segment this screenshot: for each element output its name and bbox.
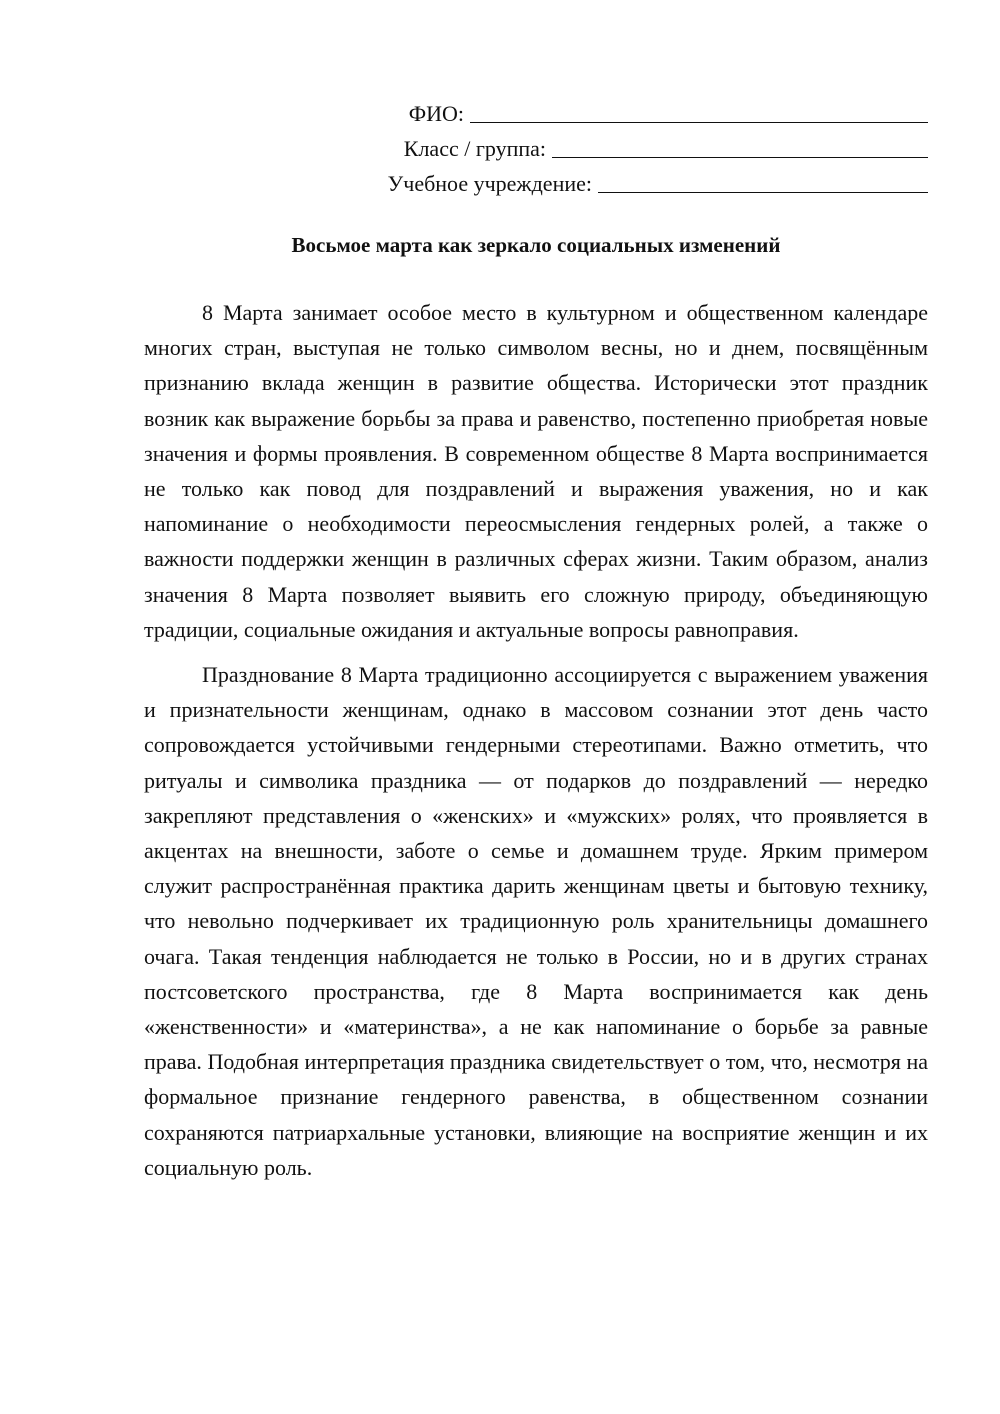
paragraph: 8 Марта занимает особое место в культурном и общественном календаре многих стран, выступая не только символом весны, но и днем, посвящённым признанию вклада женщин в развитие общества. Исторически этот праздник возник как выражение борьбы за права и равенство, постепенно приобретая новые значения и формы проявления. В современном обществе 8 Марта воспринимается не только как повод для поздравлений и выражения уважения, но и как напоминание о необходимости переосмысления гендерных ролей, а также о важности поддержки женщин в различных сферах жизни. Таким образом, анализ значения 8 Марта позволяет выявить его сложную природу, объединяющую традиции, социальные ожидания и актуальные вопросы равноправия. [144, 300, 928, 642]
school-label: Учебное учреждение: [387, 171, 592, 196]
school-field-row [308, 162, 928, 197]
school-blank-line [598, 168, 928, 193]
document-title: Восьмое марта как зеркало социальных изменений [291, 233, 781, 257]
class-blank-line [552, 133, 928, 158]
student-info-fields [308, 92, 928, 197]
class-field-row [308, 127, 928, 162]
paragraph: Празднование 8 Марта традиционно ассоциируется с выражением уважения и признательности женщинам, однако в массовом сознании этот день часто сопровождается устойчивыми гендерными стереотипами. Важно отметить, что ритуалы и символика праздника — от подарков до поздравлений — нередко закрепляют представления о «женских» и «мужских» ролях, что проявляется в акцентах на внешности, заботе о семье и домашнем труде. Ярким примером служит распространённая практика дарить женщинам цветы и бытовую технику, что невольно подчеркивает их традиционную роль хранительницы домашнего очага. Такая тенденция наблюдается не только в России, но и в других странах постсоветского пространства, где 8 Марта воспринимается как день «женственности» и «материнства», а не как напоминание о борьбе за равные права. Подобная интерпретация праздника свидетельствует о том, что, несмотря на формальное признание гендерного равенства, в общественном сознании сохраняются патриархальные установки, влияющие на восприятие женщин и их социальную роль. [144, 662, 928, 1180]
fio-field-row [308, 92, 928, 127]
fio-label: ФИО: [408, 101, 464, 126]
class-label: Класс / группа: [403, 136, 546, 161]
document-body [144, 295, 928, 1195]
fio-blank-line [470, 98, 928, 123]
